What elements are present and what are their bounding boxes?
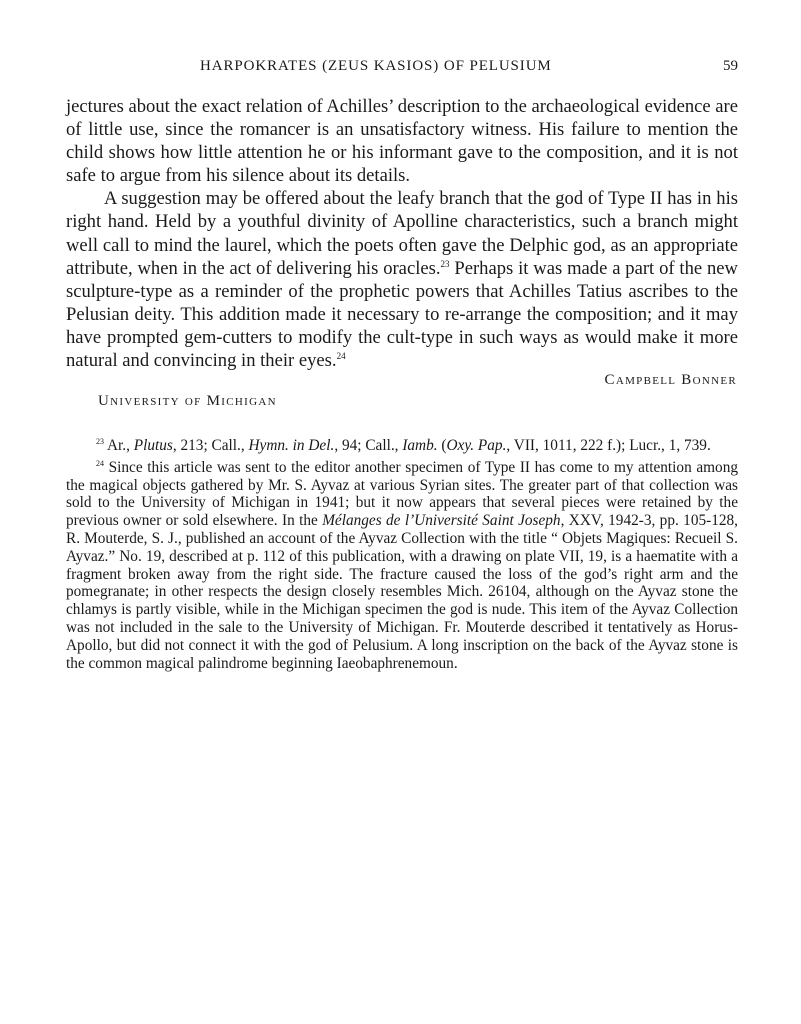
paragraph-text: Perhaps it was made a part of the new sculpture-type as a reminder of the prophetic powers that Achilles Tatius ascribes to the Pelusian deity. This addition made it necessary to re-arrange the composition; and it may have prompted gem-cutters to modify the cult-type in such ways as would make it more natural and convincing in their eyes. [66,257,738,372]
paragraph-text: jectures about the exact relation of Achilles’ description to the archaeological evidence are of little use, since the romancer is an unsatisfactory witness. His failure to mention the child shows how little attention he or his informant gave to the composition, and it is not safe to argue from his silence about its details. [66,96,738,187]
footnote-text: Since this article was sent to the editor another specimen of Type II has come to my attention among the magical objects gathered by Mr. S. Ayvaz at various Syrian sites. The greater part of that collection was sold to the University of Michigan in 1941; but it now appears that several pieces were retained by the previous owner or sold elsewhere. In the [66,458,738,530]
paragraph-text: A suggestion may be offered about the leafy branch that the god of Type II has in his right hand. Held by a youthful divinity of Apolline characteristics, such a branch might well call to mind the laurel, which the poets often gave the Delphic god, as an appropriate attribute, when in the act of delivering his oracles. [66,188,738,279]
page-number: 59 [723,58,738,74]
author-signature: Campbell Bonner [604,372,737,388]
footnote-text: , VII, 1011, 222 f.); Lucr., 1, 739. [506,437,711,454]
footnote-text: ( [437,437,447,454]
footnote-text: Ar., [104,437,134,454]
running-title: HARPOKRATES (ZEUS KASIOS) OF PELUSIUM [200,58,552,74]
paragraph-continued [66,95,738,187]
footnote-text: , 94; Call., [334,437,403,454]
footnote-italic: Oxy. Pap. [446,437,507,454]
footnote-text: , XXV, 1942-3, pp. 105-128, R. Mouterde, S. J., published an account of the Ayvaz Collection with the title “ Objets Magiques: Recueil S. Ayvaz.” No. 19, described at p. 112 of this publication, with a drawing on plate VII, 19, is a haematite with a fragment broken away from the right side. The fracture caused the loss of the god’s right arm and the pomegranate; in other respects the design closely resembles Mich. 26104, although on the Ayvaz stone the chlamys is partly visible, while in the Michigan specimen the god is nude. This item of the Ayvaz Collection was not included in the sale to the University of Michigan. Fr. Mouterde described it tentatively as Horus-Apollo, but did not connect it with the god of Pelusium. A long inscription on the back of the Ayvaz stone is the common magical palindrome beginning Iaeobaphrenemoun. [66,512,738,672]
footnote-number: 23 [96,437,104,446]
footnote-ref-23: 23 [440,258,450,269]
footnote-italic: Hymn. in Del. [248,437,335,454]
body-text [66,95,738,372]
running-head [66,58,738,78]
footnote-italic: Plutus [133,437,173,454]
author-affiliation: University of Michigan [98,393,277,409]
footnotes [66,437,738,672]
paragraph-leafy-branch [66,187,738,372]
footnote-italic: Iamb. [402,437,438,454]
footnote-text: , 213; Call., [172,437,249,454]
footnote-24 [66,459,738,673]
footnote-number: 24 [96,458,104,468]
footnote-italic: Mélanges de l’Université Saint Joseph [322,512,561,530]
footnote-ref-24: 24 [336,351,346,362]
footnote-23 [66,437,738,455]
